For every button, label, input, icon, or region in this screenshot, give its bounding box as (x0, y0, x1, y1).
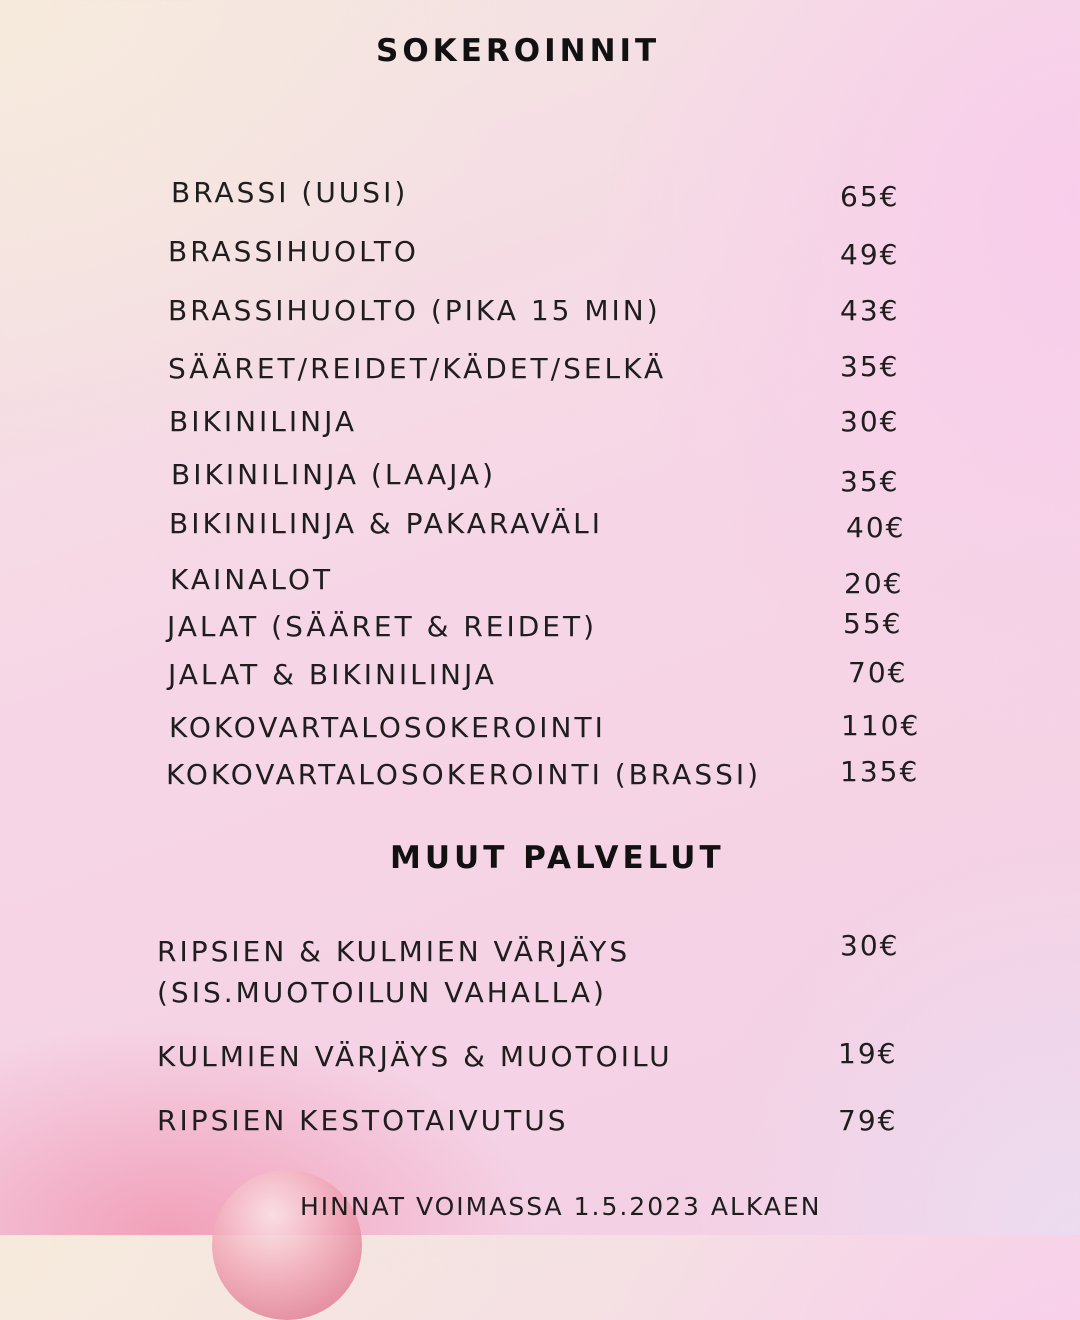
service-price: 55€ (843, 607, 903, 640)
validity-note: HINNAT VOIMASSA 1.5.2023 ALKAEN (300, 1192, 822, 1221)
service-price: 30€ (840, 405, 900, 438)
service-name: KOKOVARTALOSOKEROINTI (BRASSI) (166, 758, 762, 791)
section-title-muut-palvelut: MUUT PALVELUT (390, 840, 725, 876)
service-name: JALAT (SÄÄRET & REIDET) (167, 610, 598, 643)
service-name: BRASSIHUOLTO (168, 235, 419, 268)
service-name: KULMIEN VÄRJÄYS & MUOTOILU (157, 1040, 673, 1073)
service-price: 20€ (844, 567, 904, 600)
service-name: KOKOVARTALOSOKEROINTI (169, 711, 606, 744)
service-name-line: RIPSIEN & KULMIEN VÄRJÄYS (157, 935, 631, 968)
service-name: KAINALOT (170, 563, 334, 596)
service-price: 43€ (840, 294, 900, 327)
service-name: BRASSI (UUSI) (171, 176, 409, 209)
service-price: 110€ (841, 709, 921, 742)
service-price: 40€ (846, 511, 906, 544)
service-name: BRASSIHUOLTO (PIKA 15 MIN) (168, 294, 661, 327)
section-title-sokeroinnit: SOKEROINNIT (376, 33, 661, 69)
service-price: 30€ (840, 929, 900, 962)
service-name: JALAT & BIKINILINJA (168, 658, 497, 691)
service-price: 65€ (840, 180, 900, 213)
service-name (157, 931, 630, 1013)
service-name-line: (SIS.MUOTOILUN VAHALLA) (157, 976, 607, 1009)
service-name: SÄÄRET/REIDET/KÄDET/SELKÄ (168, 352, 667, 385)
service-price: 19€ (838, 1037, 898, 1070)
service-price: 79€ (838, 1104, 898, 1137)
service-price: 49€ (840, 238, 900, 271)
service-price: 35€ (840, 465, 900, 498)
service-name: RIPSIEN KESTOTAIVUTUS (157, 1104, 569, 1137)
service-name: BIKINILINJA & PAKARAVÄLI (169, 507, 603, 540)
service-name: BIKINILINJA (LAAJA) (171, 458, 497, 491)
service-name: BIKINILINJA (169, 405, 358, 438)
service-price: 35€ (840, 350, 900, 383)
service-price: 135€ (840, 755, 920, 788)
service-price: 70€ (848, 656, 908, 689)
